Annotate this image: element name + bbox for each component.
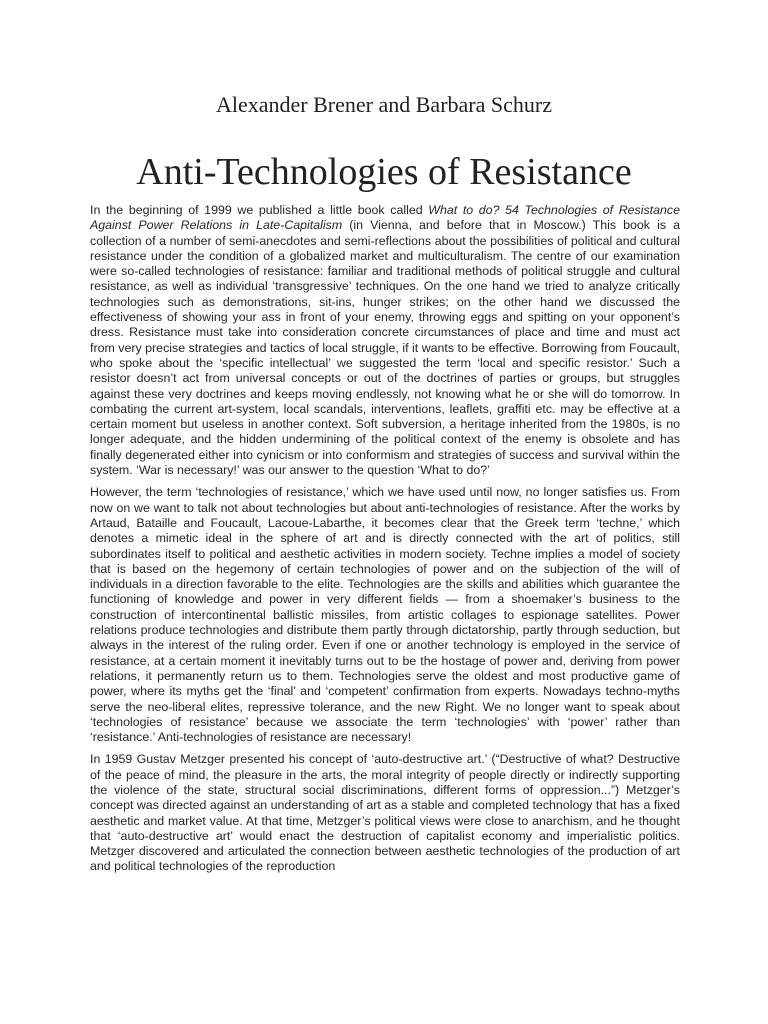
book-title: What to do? 54 Technologies of Resistance Against Power Relations in Late-Capitalism [90,203,680,233]
paragraph-1-intro: In the beginning of 1999 we published a little book called [90,203,429,217]
paragraph-1-rest: (in Vienna, and before that in Moscow.) This book is a collection of a number of semi-anecdotes and semi-reflections about the possibilities of political and cultural resistance under the condition of a globalized market and multiculturalism. The centre of our examination were so-called technologies of resistance: familiar and traditional methods of political struggle and cultural resistance, as well as individual ‘transgressive’ techniques. On the one hand we tried to analyze critically technologies such as demonstrations, sit-ins, hunger strikes; on the other hand we discussed the effectiveness of showing your ass in front of your enemy, throwing eggs and spitting on your opponent’s dress. Resistance must take into consideration concrete circumstances of place and time and must act from very precise strategies and tactics of local struggle, if it wants to be effective. Borrowing from Foucault, who spoke about the ‘specific intellectual’ we suggested the term ‘local and specific resistor.’ Such a resistor doesn’t act from universal concepts or out of the doctrines of parties or groups, but struggles against these very doctrines and keeps moving endlessly, not knowing what he or she will do tomorrow. In combating the current art-system, local scandals, interventions, leaflets, graffiti etc. may be effective at a certain moment but useless in another context. Soft subversion, a heritage inherited from the 1980s, is no longer adequate, and the hidden undermining of the political context of the enemy is obsolete and has finally degenerated either into cynicism or into conformism and strategies of success and survival within the system. ‘War is necessary!’ was our answer to the question ‘What to do?’ [90,218,680,478]
paragraph-3: In 1959 Gustav Metzger presented his concept of ‘auto-destructive art.’ (“Destructive of what? Destructive of the peace of mind, the pleasure in the arts, the moral integrity of people directly or indirectly supporting the violence of the state, structural social discriminations, different forms of oppression...”) Metzger’s concept was directed against an understanding of art as a stable and completed technology that has a fixed aesthetic and market value. At that time, Metzger’s political views were close to anarchism, and he thought that ‘auto-destructive art’ would enact the destruction of capitalist economy and imperialistic politics. Metzger discovered and articulated the connection between aesthetic technologies of the production of art and political technologies of the reproduction [90,752,680,874]
document-body [90,203,680,882]
document-title: Anti-Technologies of Resistance [136,151,632,193]
paragraph-2: However, the term ‘technologies of resistance,’ which we have used until now, no longer satisfies us. From now on we want to talk not about technologies but about anti-technologies of resistance. After the works by Artaud, Bataille and Foucault, Lacoue-Labarthe, it becomes clear that the Greek term ‘techne,’ which denotes a mimetic ideal in the sphere of art and is directly connected with the art of politics, still subordinates itself to political and aesthetic activities in modern society. Techne implies a model of society that is based on the hegemony of certain technologies of power and on the subjection of the will of individuals in a direction favorable to the elite. Technologies are the skills and abilities which guarantee the functioning of knowledge and power in very different fields — from a shoemaker’s business to the construction of intercontinental ballistic missiles, from artistic collages to espionage satellites. Power relations produce technologies and distribute them partly through dictatorship, partly through seduction, but always in the interest of the ruling order. Even if one or another technology is employed in the service of resistance, at a certain moment it inevitably turns out to be the hostage of power and, deriving from power relations, it permanently return us to them. Technologies serve the oldest and most productive game of power, where its myths get the ‘final’ and ‘competent’ confirmation from experts. Nowadays techno-myths serve the neo-liberal elites, repressive tolerance, and the new Right. We no longer want to speak about ‘technologies of resistance’ because we associate the term ‘technologies’ with ‘power’ rather than ‘resistance.’ Anti-technologies of resistance are necessary! [90,485,680,745]
document-authors: Alexander Brener and Barbara Schurz [216,92,552,117]
paragraph-1 [90,203,680,478]
